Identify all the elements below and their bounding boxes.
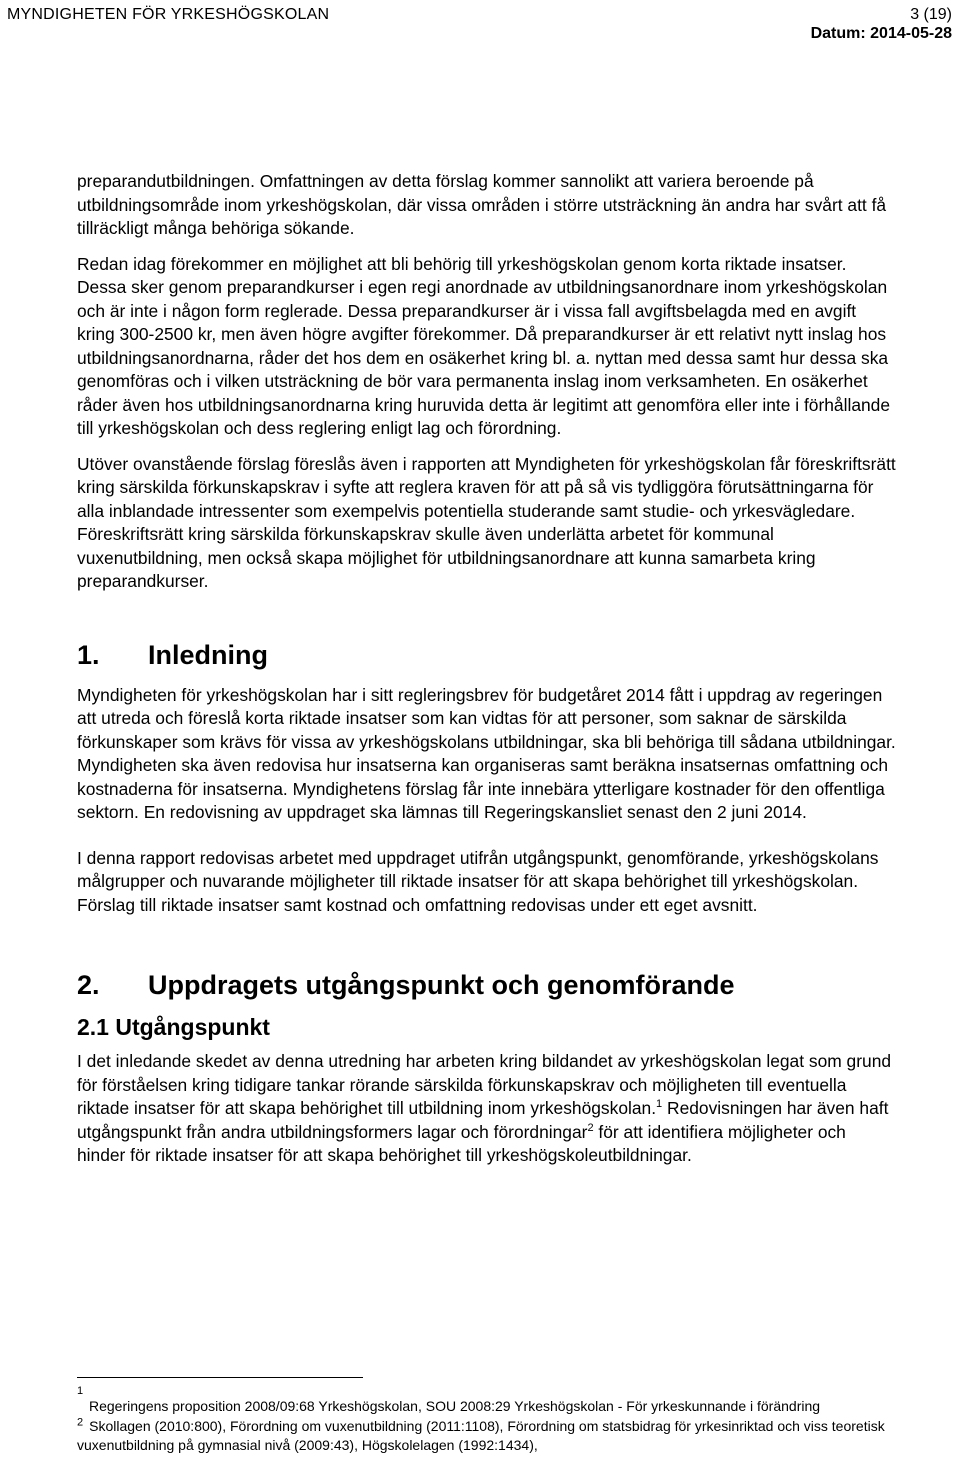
footnote-label: 1 [77, 1385, 84, 1397]
subheading-utgangspunkt: 2.1 Utgångspunkt [77, 1014, 270, 1040]
footnote-divider [77, 1377, 363, 1378]
footnote-1 [77, 1386, 907, 1416]
paragraph-utgangspunkt [77, 1050, 897, 1168]
paragraph-uppdrag: Myndigheten för yrkeshögskolan har i sitt regleringsbrev för budgetåret 2014 fått i uppdrag av regeringen att utreda och föreslå korta riktade insatser som kan vidtas för att personer, som saknar de särskilda förkunskaper som krävs för vissa av yrkeshögskolans utbildningar, ska bli behöriga till sådana utbildningar. Myndigheten ska även redovisa hur insatserna kan organiseras samt beräkna insatsernas omfattning och kostnaderna för insatserna. Myndighetens förslag får inte innebära ytterligare kostnader för den offentliga sektorn. En redovisning av uppdraget ska lämnas till Regeringskansliet senast den 2 juni 2014. [77, 684, 896, 822]
heading-inledning [77, 638, 897, 672]
footnote-text: Regeringens proposition 2008/09:68 Yrkeshögskolan, SOU 2008:29 Yrkeshögskolan - För yrkeskunnande i förändring [89, 1398, 821, 1414]
heading-uppdragets-utgangspunkt [77, 968, 897, 1002]
heading-title: Uppdragets utgångspunkt och genomförande [148, 970, 735, 1000]
heading-number: 1. [77, 639, 100, 670]
paragraph-text: för att identifiera möjligheter och hinder för riktade insatser för att skapa behörighet till yrkeshögskoleutbildningar. [77, 1121, 846, 1165]
header-page-number: 3 (19) [910, 6, 952, 23]
heading-title: Inledning [148, 639, 268, 670]
footnote-2 [77, 1417, 907, 1455]
document-body [77, 170, 897, 1168]
paragraph-foreskriftsratt: Utöver ovanstående förslag föreslås även i rapporten att Myndigheten för yrkeshögskolan får föreskriftsrätt kring särskilda förkunskapskrav i syfte att reglera kraven för att på så vis tydliggöra förutsättningarna för alla inblandade intressenter som exempelvis potentiella studerande samt studie- och yrkesvägledare. Föreskriftsrätt kring särskilda förkunskapskrav skulle även underlätta arbetet för kommunal vuxenutbildning, men också skapa möjlighet för utbildningsanordnare att kunna samarbeta kring preparandkurser. [77, 453, 896, 591]
paragraph-rapport: I denna rapport redovisas arbetet med uppdraget utifrån utgångspunkt, genomförande, yrkeshögskolans målgrupper och nuvarande möjligheter till riktade insatser för att skapa behörighet till yrkeshögskolan. Förslag till riktade insatser samt kostnad och omfattning redovisas under ett eget avsnitt. [77, 847, 879, 915]
paragraph-text: Redovisningen har även haft utgångspunkt från andra utbildningsformers lagar och förordningar [77, 1098, 889, 1142]
paragraph-continuation: preparandutbildningen. Omfattningen av detta förslag kommer sannolikt att variera beroende på utbildningsområde inom yrkeshögskolan, där vissa områden i större utsträckning än andra har svårt att få tillräckligt många behöriga sökande. [77, 171, 887, 238]
footnote-label: 2 [77, 1416, 84, 1429]
footnotes [77, 1386, 907, 1455]
paragraph-preparandkurser: Redan idag förekommer en möjlighet att bli behörig till yrkeshögskolan genom korta riktade insatser. Dessa sker genom preparandkurser i egen regi anordnade av utbildningsanordnare inom yrkeshögskolan och är inte i någon form reglerade. Dessa preparandkurser är i vissa fall avgiftsbelagda med en avgift kring 300-2500 kr, men även högre avgifter förekommer. Då preparandkurser är ett relativt nytt inslag hos utbildningsanordnarna, råder det hos dem en osäkerhet kring bl. a. nyttan med dessa samt hur dessa ska genomföras och i vilken utsträckning de bör vara permanenta inslag inom verksamheten. En osäkerhet råder även hos utbildningsanordnarna kring huruvida detta är legitimt att genomföra eller inte i förhållande till yrkeshögskolan och dess reglering enligt lag och förordning. [77, 253, 891, 438]
footnote-text: Skollagen (2010:800), Förordning om vuxenutbildning (2011:1108), Förordning om statsbidrag för yrkesinriktad och viss teoretisk vuxenutbildning på gymnasial nivå (2009:43), Högskolelagen (1992:1434), [77, 1418, 885, 1453]
footnote-ref[interactable]: 2 [587, 1121, 594, 1134]
heading-number: 2. [77, 970, 100, 1000]
header-date: Datum: 2014-05-28 [810, 25, 952, 42]
header-organization: MYNDIGHETEN FÖR YRKESHÖGSKOLAN [7, 6, 330, 23]
paragraph-text: I det inledande skedet av denna utredning har arbeten kring bildandet av yrkeshögskolan legat som grund för förståelsen kring tidigare tankar rörande särskilda förkunskapskrav och möjligheten till eventuella riktade insatser för att skapa behörighet till utbildning inom yrkeshögskolan. [77, 1051, 892, 1118]
footnote-ref[interactable]: 1 [656, 1098, 663, 1111]
page-header [7, 4, 956, 44]
